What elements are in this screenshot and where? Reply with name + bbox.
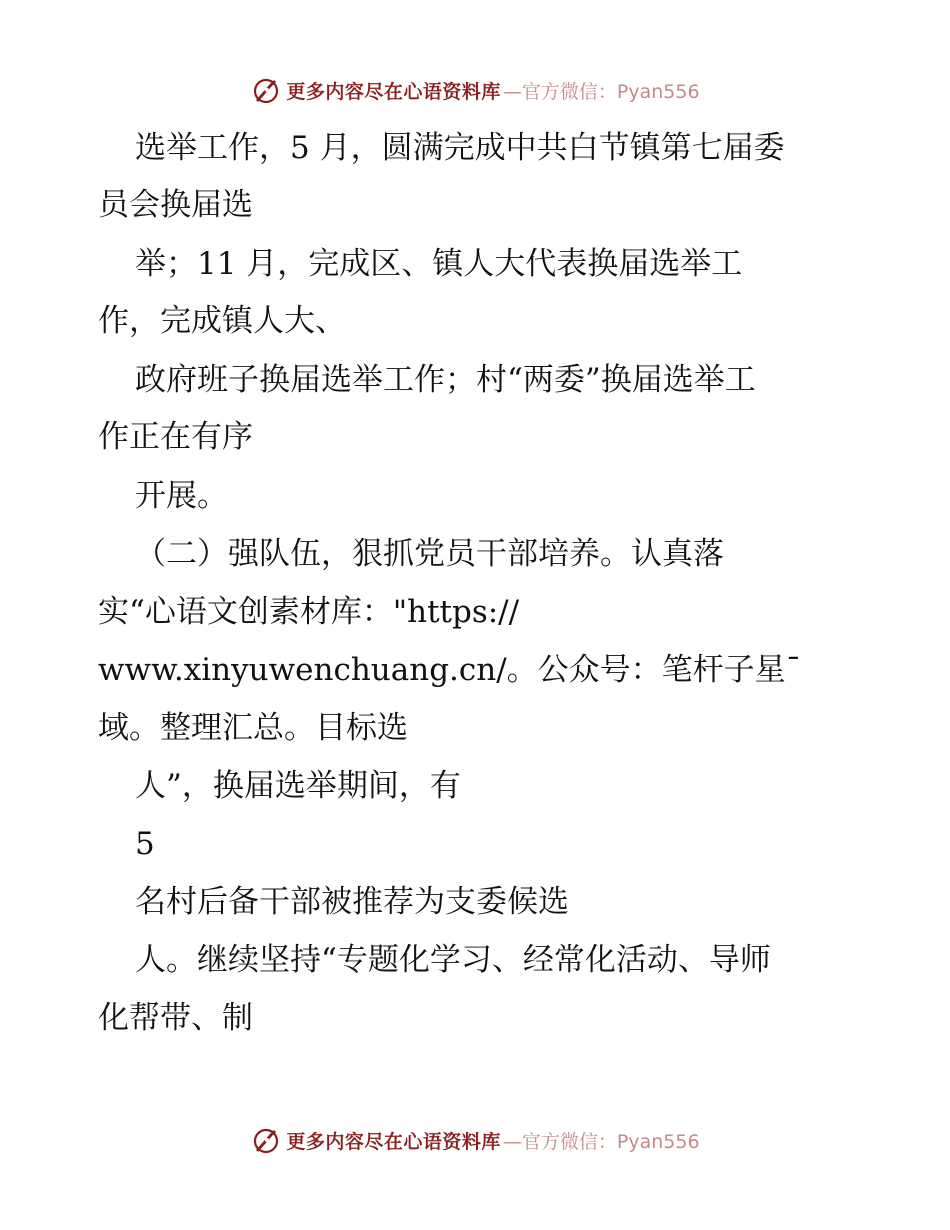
pen-nib-logo-icon (250, 74, 282, 106)
body-line: 实“心语文创素材库："https:// (98, 594, 520, 630)
body-line: 域。整理汇总。目标选 (98, 710, 408, 746)
banner-sub-text: —官方微信：Pyan556 (502, 1130, 700, 1153)
body-line: 举；11 月，完成区、镇人大代表换届选举工 (135, 246, 743, 282)
body-line: 作，完成镇人大、 (98, 303, 346, 339)
banner-main-text: 更多内容尽在心语资料库 (286, 80, 501, 103)
body-line: 名村后备干部被推荐为支委候选 (135, 884, 569, 920)
body-line: 人。继续坚持“专题化学习、经常化活动、导师 (135, 942, 771, 978)
body-line: 开展。 (135, 478, 228, 514)
body-line: 政府班子换届选举工作；村“两委”换届选举工 (135, 362, 756, 398)
body-line: www.xinyuwenchuang.cn/。公众号：笔杆子星¯ (98, 652, 802, 688)
pen-nib-logo-icon (250, 1124, 282, 1156)
banner-sub-text: —官方微信：Pyan556 (502, 80, 700, 103)
banner-main-text: 更多内容尽在心语资料库 (286, 1130, 501, 1153)
header-watermark-banner (0, 70, 950, 110)
body-line: 人”，换届选举期间，有 (135, 768, 461, 804)
body-line: 5 (135, 826, 155, 862)
body-line: 员会换届选 (98, 187, 253, 223)
body-line: 选举工作，5 月，圆满完成中共白节镇第七届委 (135, 130, 785, 166)
body-line: 作正在有序 (98, 419, 253, 455)
footer-watermark-banner (0, 1120, 950, 1160)
body-line: 化帮带、制 (98, 1000, 253, 1036)
body-line: （二）强队伍，狠抓党员干部培养。认真落 (135, 536, 724, 572)
